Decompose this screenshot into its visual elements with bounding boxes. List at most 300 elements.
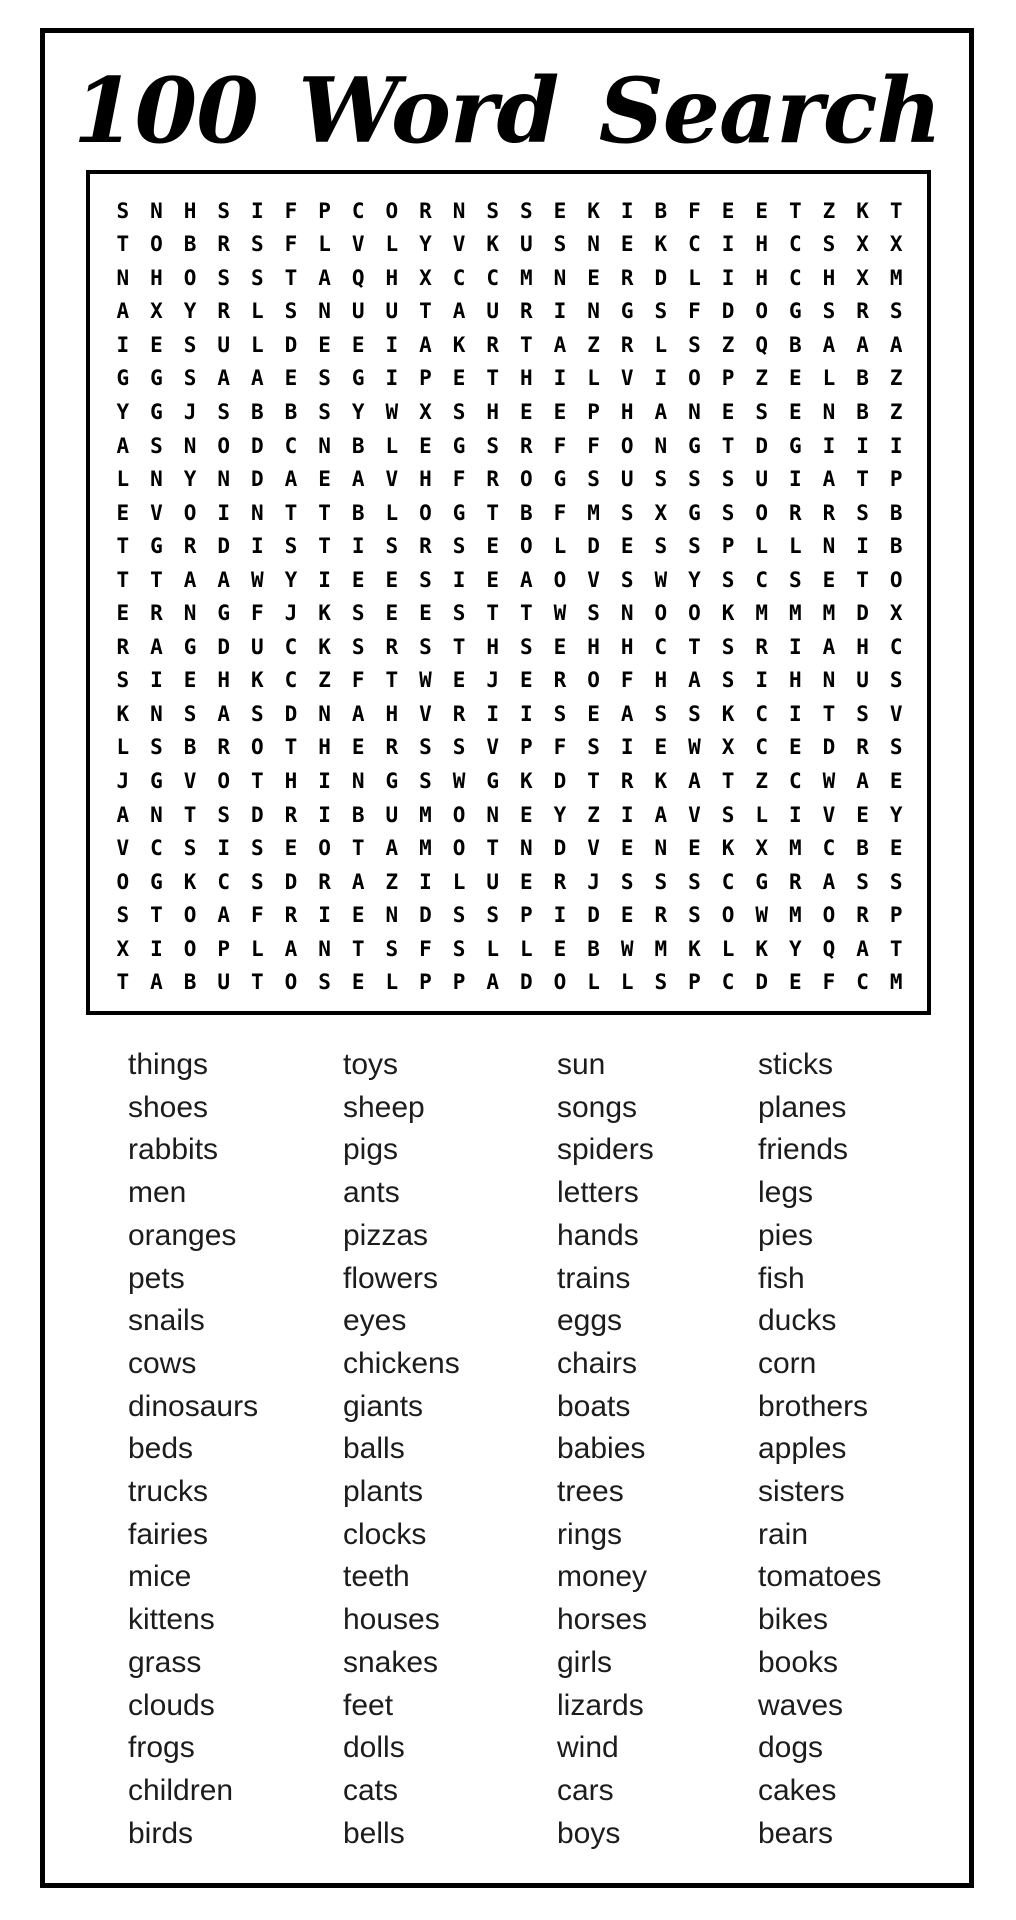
grid-letter: K <box>183 869 197 894</box>
grid-letter: S <box>419 567 432 592</box>
grid-letter: E <box>856 802 869 827</box>
grid-letter: L <box>250 299 264 324</box>
grid-letter: B <box>183 735 197 760</box>
grid-letter: S <box>351 601 365 626</box>
grid-letter: E <box>721 198 735 223</box>
grid-letter: A <box>183 567 197 592</box>
grid-letter: D <box>250 802 264 827</box>
grid-letter: B <box>889 500 903 525</box>
grid-letter: S <box>889 299 903 324</box>
grid-letter: N <box>654 433 668 458</box>
grid-letter: R <box>452 701 466 726</box>
grid-letter: B <box>654 198 668 223</box>
grid-letter: P <box>217 936 231 961</box>
grid-letter: E <box>519 400 533 425</box>
grid-letter: K <box>721 836 735 861</box>
grid-letter: A <box>284 936 298 961</box>
grid-letter: E <box>318 467 331 492</box>
grid-letter: A <box>654 802 668 827</box>
grid-letter: S <box>452 534 466 559</box>
grid-letter: S <box>553 232 567 257</box>
word-item: ducks <box>758 1304 837 1338</box>
grid-letter: U <box>519 232 533 257</box>
grid-letter: K <box>856 198 869 223</box>
grid-letter: A <box>419 332 432 357</box>
grid-letter: S <box>721 634 735 659</box>
grid-letter: S <box>351 634 365 659</box>
grid-letter: H <box>755 232 769 257</box>
grid-letter: O <box>284 970 298 995</box>
grid-letter: S <box>519 198 533 223</box>
word-item: chickens <box>343 1346 460 1380</box>
grid-letter: T <box>284 735 298 760</box>
grid-letter: A <box>620 701 634 726</box>
grid-letter: U <box>217 332 231 357</box>
grid-letter: E <box>419 433 432 458</box>
grid-letter: K <box>116 701 130 726</box>
grid-letter: E <box>284 366 298 391</box>
grid-letter: N <box>150 198 163 223</box>
grid-letter: U <box>217 970 231 995</box>
grid-letter: I <box>217 836 231 861</box>
word-item: plants <box>343 1475 424 1509</box>
grid-letter: U <box>620 467 634 492</box>
word-item: lizards <box>557 1688 644 1722</box>
grid-letter: I <box>553 366 567 391</box>
grid-letter: M <box>654 936 668 961</box>
grid-letter: G <box>688 433 701 458</box>
grid-letter: R <box>553 668 567 693</box>
word-item: feet <box>343 1688 394 1722</box>
word-item: trucks <box>128 1475 209 1509</box>
grid-letter: E <box>183 668 197 693</box>
grid-letter: S <box>183 332 197 357</box>
grid-letter: Z <box>822 198 836 223</box>
grid-letter: T <box>856 467 869 492</box>
grid-letter: C <box>486 265 500 290</box>
grid-letter: E <box>351 970 365 995</box>
word-item: boats <box>557 1389 631 1423</box>
grid-letter: L <box>755 534 769 559</box>
grid-letter: S <box>250 232 264 257</box>
grid-letter: X <box>889 601 903 626</box>
grid-letter: S <box>822 232 836 257</box>
grid-letter: D <box>284 701 298 726</box>
grid-letter: A <box>486 970 500 995</box>
grid-letter: O <box>183 936 197 961</box>
word-item: grass <box>128 1645 202 1679</box>
grid-letter: K <box>452 332 466 357</box>
grid-letter: P <box>519 735 533 760</box>
grid-letter: R <box>486 467 500 492</box>
grid-letter: O <box>452 802 466 827</box>
grid-letter: N <box>318 433 331 458</box>
word-item: children <box>128 1773 234 1807</box>
grid-letter: V <box>620 366 634 391</box>
grid-letter: T <box>419 299 432 324</box>
grid-letter: E <box>318 332 331 357</box>
grid-letter: Z <box>587 802 600 827</box>
grid-letter: S <box>889 735 903 760</box>
grid-letter: K <box>519 768 533 793</box>
grid-letter: R <box>856 735 869 760</box>
grid-letter: A <box>654 400 668 425</box>
word-item: eyes <box>343 1304 407 1338</box>
grid-letter: T <box>889 198 903 223</box>
word-item: giants <box>343 1389 424 1423</box>
grid-letter: Y <box>553 802 567 827</box>
grid-letter: T <box>385 668 399 693</box>
grid-letter: L <box>385 500 399 525</box>
grid-letter: E <box>351 735 365 760</box>
grid-letter: S <box>419 735 432 760</box>
grid-letter: E <box>351 332 365 357</box>
grid-letter: L <box>318 232 331 257</box>
grid-letter: S <box>688 332 701 357</box>
grid-letter: E <box>755 198 769 223</box>
grid-letter: L <box>587 366 600 391</box>
grid-letter: W <box>452 768 466 793</box>
grid-letter: G <box>452 500 466 525</box>
grid-letter: T <box>116 534 130 559</box>
grid-letter: S <box>721 567 735 592</box>
grid-letter: Z <box>318 668 331 693</box>
grid-letter: M <box>889 970 903 995</box>
grid-letter: S <box>217 265 231 290</box>
grid-letter: S <box>150 433 163 458</box>
word-column <box>343 1044 557 1855</box>
grid-letter: F <box>250 601 264 626</box>
grid-letter: Y <box>419 232 432 257</box>
grid-letter: T <box>452 634 466 659</box>
word-item: toys <box>343 1048 399 1081</box>
grid-letter: S <box>620 567 634 592</box>
grid-letter: Y <box>183 299 197 324</box>
grid-letter: O <box>889 567 903 592</box>
grid-letter: E <box>620 232 634 257</box>
grid-letter: C <box>654 634 668 659</box>
grid-letter: E <box>553 634 567 659</box>
grid-letter: S <box>183 836 197 861</box>
grid-letter: F <box>452 467 466 492</box>
grid-letter: O <box>721 903 735 928</box>
grid-letter: B <box>856 366 869 391</box>
grid-letter: N <box>116 265 130 290</box>
grid-letter: H <box>318 735 331 760</box>
grid-letter: X <box>889 232 903 257</box>
grid-letter: D <box>755 433 769 458</box>
grid-letter: S <box>889 668 903 693</box>
grid-letter: L <box>116 467 130 492</box>
grid-letter: L <box>250 936 264 961</box>
grid-letter: H <box>486 634 500 659</box>
grid-letter: S <box>688 701 701 726</box>
grid-letter: R <box>284 802 298 827</box>
grid-letter: L <box>553 534 567 559</box>
grid-letter: R <box>217 735 231 760</box>
word-item: girls <box>557 1645 613 1679</box>
grid-letter: I <box>217 500 231 525</box>
word-item: fairies <box>128 1517 209 1551</box>
grid-letter: E <box>822 567 836 592</box>
grid-letter: E <box>553 936 567 961</box>
grid-letter: T <box>284 265 298 290</box>
word-item: dogs <box>758 1731 824 1765</box>
grid-letter: D <box>419 903 432 928</box>
grid-letter: I <box>385 366 399 391</box>
grid-letter: O <box>553 970 567 995</box>
grid-letter: S <box>788 567 802 592</box>
grid-letter: R <box>486 332 500 357</box>
grid-letter: C <box>788 265 802 290</box>
grid-letter: N <box>587 299 600 324</box>
grid-letter: A <box>385 836 399 861</box>
word-item: houses <box>343 1603 440 1637</box>
grid-letter: S <box>587 467 600 492</box>
word-item: mice <box>128 1560 192 1594</box>
word-item: rabbits <box>128 1133 219 1167</box>
grid-letter: E <box>620 903 634 928</box>
grid-letter: R <box>822 500 836 525</box>
grid-letter: I <box>150 668 163 693</box>
grid-letter: B <box>351 433 365 458</box>
grid-letter: A <box>856 768 869 793</box>
grid-letter: E <box>519 668 533 693</box>
grid-letter: I <box>116 332 130 357</box>
grid-letter: I <box>721 265 735 290</box>
grid-letter: S <box>654 299 668 324</box>
grid-letter: S <box>822 299 836 324</box>
grid-letter: W <box>654 567 668 592</box>
grid-letter: A <box>217 903 231 928</box>
grid-letter: I <box>419 869 432 894</box>
grid-letter: H <box>385 265 399 290</box>
grid-letter: W <box>419 668 432 693</box>
grid-letter: H <box>620 634 634 659</box>
grid-letter: I <box>519 701 533 726</box>
grid-letter: R <box>318 869 331 894</box>
grid-letter: S <box>452 903 466 928</box>
grid-letter: U <box>486 869 500 894</box>
grid-letter: R <box>217 232 231 257</box>
grid-letter: E <box>351 903 365 928</box>
grid-letter: R <box>755 634 769 659</box>
grid-letter: D <box>822 735 836 760</box>
grid-letter: N <box>688 400 701 425</box>
grid-letter: P <box>419 366 432 391</box>
grid-letter: A <box>116 802 130 827</box>
word-item: fish <box>758 1261 805 1295</box>
grid-letter: D <box>217 534 231 559</box>
grid-letter: N <box>183 601 197 626</box>
grid-letter: Q <box>822 936 836 961</box>
grid-letter: V <box>889 701 903 726</box>
grid-letter: T <box>250 768 264 793</box>
grid-letter: N <box>519 836 533 861</box>
word-item: bears <box>758 1816 834 1850</box>
grid-letter: E <box>553 198 567 223</box>
grid-letter: S <box>688 903 701 928</box>
word-item: frogs <box>128 1731 195 1765</box>
grid-letter: L <box>688 265 701 290</box>
grid-letter: V <box>822 802 836 827</box>
grid-letter: A <box>688 768 701 793</box>
grid-letter: S <box>654 869 668 894</box>
grid-letter: O <box>183 265 197 290</box>
grid-letter: H <box>587 634 600 659</box>
grid-letter: O <box>183 903 197 928</box>
grid-letter: S <box>250 701 264 726</box>
grid-letter: N <box>351 768 365 793</box>
grid-letter: E <box>620 534 634 559</box>
grid-letter: R <box>620 265 634 290</box>
grid-letter: N <box>553 265 567 290</box>
grid-letter: H <box>788 668 802 693</box>
grid-letter: W <box>688 735 701 760</box>
grid-letter: B <box>183 232 197 257</box>
grid-letter: S <box>116 903 130 928</box>
grid-letter: M <box>519 265 533 290</box>
grid-letter: G <box>788 299 802 324</box>
puzzle-sheet <box>40 28 974 1888</box>
grid-letter: O <box>183 500 197 525</box>
grid-letter: F <box>688 198 701 223</box>
grid-letter: G <box>150 534 163 559</box>
grid-letter: N <box>654 836 668 861</box>
word-item: ants <box>343 1176 400 1210</box>
grid-letter: A <box>116 433 130 458</box>
grid-letter: B <box>587 936 600 961</box>
grid-letter: M <box>788 836 802 861</box>
grid-letter: A <box>351 467 365 492</box>
grid-letter: E <box>788 400 802 425</box>
grid-letter: M <box>822 601 836 626</box>
grid-letter: A <box>150 634 163 659</box>
grid-letter: T <box>721 768 735 793</box>
grid-letter: S <box>654 534 668 559</box>
grid-letter: S <box>385 534 399 559</box>
grid-letter: H <box>620 400 634 425</box>
grid-letter: E <box>788 735 802 760</box>
grid-letter: U <box>385 299 399 324</box>
grid-letter: J <box>284 601 298 626</box>
grid-letter: I <box>788 634 802 659</box>
grid-letter: C <box>351 198 365 223</box>
grid-letter: R <box>856 903 869 928</box>
grid-letter: O <box>419 500 432 525</box>
grid-letter: G <box>688 500 701 525</box>
grid-letter: U <box>385 802 399 827</box>
grid-letter: B <box>284 400 298 425</box>
grid-letter: K <box>755 936 769 961</box>
word-item: dinosaurs <box>128 1389 259 1423</box>
grid-letter: S <box>688 467 701 492</box>
grid-letter: O <box>519 534 533 559</box>
grid-letter: F <box>553 433 567 458</box>
grid-letter: I <box>318 768 331 793</box>
word-item: chairs <box>557 1346 638 1380</box>
grid-letter: E <box>452 668 466 693</box>
grid-letter: G <box>150 400 163 425</box>
grid-letter: K <box>250 668 264 693</box>
grid-letter: N <box>452 198 466 223</box>
grid-letter: S <box>688 534 701 559</box>
word-item: teeth <box>343 1560 410 1594</box>
grid-letter: U <box>486 299 500 324</box>
grid-letter: D <box>250 433 264 458</box>
grid-letter: V <box>183 768 197 793</box>
grid-letter: R <box>620 768 634 793</box>
grid-letter: A <box>889 332 903 357</box>
grid-letter: G <box>217 601 231 626</box>
grid-letter: T <box>822 701 836 726</box>
word-item: letters <box>557 1176 639 1210</box>
grid-letter: L <box>250 332 264 357</box>
grid-letter: E <box>788 366 802 391</box>
grid-letter: T <box>486 500 500 525</box>
grid-letter: O <box>587 668 600 693</box>
grid-letter: M <box>755 601 769 626</box>
grid-letter: N <box>250 500 264 525</box>
grid-letter: O <box>217 768 231 793</box>
word-item: clocks <box>343 1517 427 1551</box>
grid-letter: S <box>721 668 735 693</box>
grid-letter: S <box>856 500 869 525</box>
grid-letter: D <box>217 634 231 659</box>
grid-letter: I <box>620 802 634 827</box>
grid-letter: T <box>318 534 331 559</box>
word-item: sun <box>557 1048 606 1081</box>
grid-letter: T <box>351 836 365 861</box>
grid-letter: O <box>688 366 701 391</box>
grid-letter: A <box>351 701 365 726</box>
word-item: balls <box>343 1432 405 1466</box>
grid-letter: G <box>351 366 365 391</box>
word-item: horses <box>557 1603 648 1637</box>
grid-letter: S <box>385 936 399 961</box>
word-item: sticks <box>758 1048 833 1081</box>
grid-letter: L <box>788 534 802 559</box>
grid-letter: D <box>587 903 600 928</box>
word-item: trains <box>557 1261 631 1295</box>
grid-letter: S <box>620 500 634 525</box>
word-item: corn <box>758 1346 817 1380</box>
grid-letter: E <box>889 836 903 861</box>
word-item: apples <box>758 1432 847 1466</box>
grid-letter: Z <box>721 332 735 357</box>
grid-letter: Y <box>351 400 365 425</box>
grid-letter: T <box>116 232 130 257</box>
grid-letter: T <box>318 500 331 525</box>
grid-letter: D <box>856 601 869 626</box>
word-item: sisters <box>758 1475 845 1509</box>
grid-letter: N <box>486 802 500 827</box>
grid-letter: U <box>250 634 264 659</box>
grid-letter: A <box>856 332 869 357</box>
word-item: cakes <box>758 1773 837 1807</box>
grid-letter: B <box>250 400 264 425</box>
grid-letter: I <box>486 701 500 726</box>
grid-letter: Z <box>755 366 769 391</box>
grid-letter: P <box>721 534 735 559</box>
grid-letter: S <box>318 366 331 391</box>
grid-letter: T <box>250 970 264 995</box>
word-item: eggs <box>557 1304 623 1338</box>
grid-letter: F <box>284 198 298 223</box>
grid-letter: W <box>385 400 399 425</box>
grid-letter: Y <box>788 936 802 961</box>
grid-letter: N <box>150 802 163 827</box>
